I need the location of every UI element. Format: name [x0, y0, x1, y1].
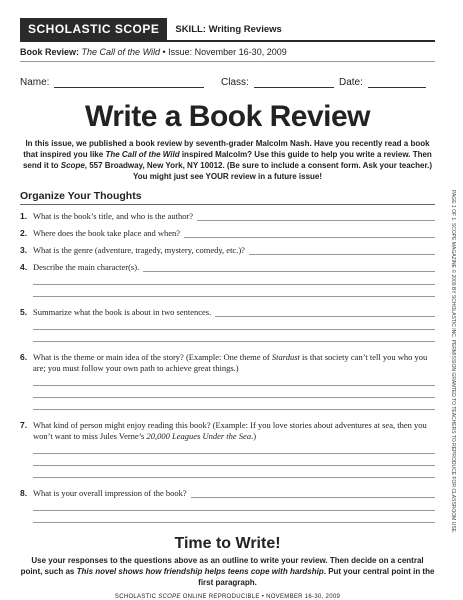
answer-line[interactable]: [33, 285, 435, 297]
answer-line[interactable]: [33, 273, 435, 285]
question-6: [20, 352, 435, 374]
intro-paragraph: [20, 138, 435, 182]
question-text: Summarize what the book is about in two sentences.: [33, 307, 212, 317]
answer-line[interactable]: [184, 228, 435, 238]
intro-text-2: inspired Malcolm? Use this guide to help you write a review. Then send it to: [22, 150, 432, 170]
answer-line[interactable]: [33, 499, 435, 511]
issue-book-title: The Call of the Wild: [81, 47, 160, 57]
question-number: 2.: [20, 228, 28, 238]
question-2: [20, 228, 435, 239]
footer-magazine: SCOPE: [158, 594, 181, 600]
answer-line[interactable]: [33, 318, 435, 330]
answer-line[interactable]: [33, 398, 435, 410]
intro-text-1: In this issue, we published a book review by seventh-grader Malcolm Nash. Have you recently read a book that inspired you like: [23, 139, 430, 159]
question-text-italic: 20,000 Leagues Under the Sea: [146, 431, 252, 441]
skill-prefix: SKILL:: [175, 23, 206, 35]
student-fields: [20, 76, 435, 88]
question-text-part: What is the theme or main idea of the story? (Example: One theme of: [33, 352, 270, 362]
question-5: [20, 307, 435, 318]
question-1: [20, 211, 435, 222]
issue-date: • Issue: November 16-30, 2009: [162, 47, 287, 57]
skill-value: Writing Reviews: [208, 23, 282, 35]
footer-brand: SCHOLASTIC: [114, 594, 157, 600]
outro-paragraph: [20, 555, 435, 588]
date-label: Date:: [339, 77, 363, 88]
name-field[interactable]: [20, 76, 215, 88]
class-line[interactable]: [254, 76, 334, 88]
answer-line[interactable]: [215, 307, 435, 317]
question-text-italic: Stardust: [271, 352, 300, 362]
outro-text-1: Use your responses to the questions above as an outline to write your review. Then decide on a central point, such as: [20, 556, 424, 576]
name-line[interactable]: [54, 76, 204, 88]
question-text: [33, 420, 435, 442]
answer-line[interactable]: [249, 245, 435, 255]
question-4: [20, 262, 435, 273]
write-heading: Time to Write!: [174, 535, 281, 552]
answer-line[interactable]: [33, 374, 435, 386]
question-text: What is the book’s title, and who is the author?: [33, 211, 194, 221]
question-text-part: .): [251, 431, 257, 441]
answer-line[interactable]: [33, 466, 435, 478]
answer-line[interactable]: [33, 511, 435, 523]
question-8: [20, 488, 435, 499]
question-number: 1.: [20, 211, 28, 221]
intro-magazine: Scope: [60, 161, 85, 170]
question-number: 5.: [20, 307, 28, 317]
issue-prefix: Book Review:: [20, 47, 80, 57]
intro-text-3: , 557 Broadway, New York, NY 10012. (Be sure to include a consent form. Ask your teacher.) You might just see YOUR review in a future issue!: [84, 161, 433, 181]
question-text: Where does the book take place and when?: [33, 228, 181, 238]
answer-line[interactable]: [143, 262, 435, 272]
name-label: Name:: [20, 77, 50, 88]
answer-line[interactable]: [33, 454, 435, 466]
date-line[interactable]: [368, 76, 426, 88]
question-number: 4.: [20, 262, 28, 272]
answer-line[interactable]: [33, 330, 435, 342]
date-field[interactable]: [339, 76, 429, 88]
intro-book-title: The Call of the Wild: [105, 150, 180, 159]
question-number: 7.: [20, 420, 28, 430]
issue-line: [20, 47, 435, 62]
page-footer: [20, 594, 435, 600]
header-bar: [20, 18, 435, 42]
outro-text-2: . Put your central point in the first paragraph.: [198, 567, 435, 587]
outro-example: This novel shows how friendship helps teens cope with hardship: [76, 567, 324, 576]
question-text-part: What kind of person might enjoy reading this book? (Example: If you love stories about adventures at sea, then you won’t want to miss Jules Verne’s: [33, 420, 427, 441]
question-text: [33, 352, 435, 374]
answer-line[interactable]: [191, 488, 435, 498]
class-field[interactable]: [221, 76, 339, 88]
question-7: [20, 420, 435, 442]
question-number: 8.: [20, 488, 28, 498]
side-copyright-text: PAGE 1 OF 1. SCOPE MAGAZINE © 2009 BY SCHOLASTIC INC. PERMISSION GRANTED TO TEACHERS TO REPRODUCE FOR CLASSROOM USE.: [450, 190, 456, 534]
question-number: 3.: [20, 245, 28, 255]
class-label: Class:: [221, 77, 249, 88]
page-title: Write a Book Review: [84, 100, 371, 133]
worksheet-page: [20, 18, 435, 600]
brand-logo: SCHOLASTIC SCOPE: [20, 18, 167, 40]
question-text-part: is that society can’t tell you who you are; you must follow your own path to achieve great things.): [33, 352, 428, 373]
question-3: [20, 245, 435, 256]
answer-line[interactable]: [197, 211, 435, 221]
skill-label: [167, 18, 281, 40]
answer-line[interactable]: [33, 386, 435, 398]
question-text: What is your overall impression of the book?: [33, 488, 187, 498]
question-number: 6.: [20, 352, 28, 362]
section-title: Organize Your Thoughts: [20, 190, 435, 205]
question-text: Describe the main character(s).: [33, 262, 140, 272]
answer-line[interactable]: [33, 442, 435, 454]
side-copyright: [448, 190, 458, 570]
footer-text: ONLINE REPRODUCIBLE • NOVEMBER 16-30, 2009: [182, 594, 341, 600]
question-text: What is the genre (adventure, tragedy, mystery, comedy, etc.)?: [33, 245, 245, 255]
